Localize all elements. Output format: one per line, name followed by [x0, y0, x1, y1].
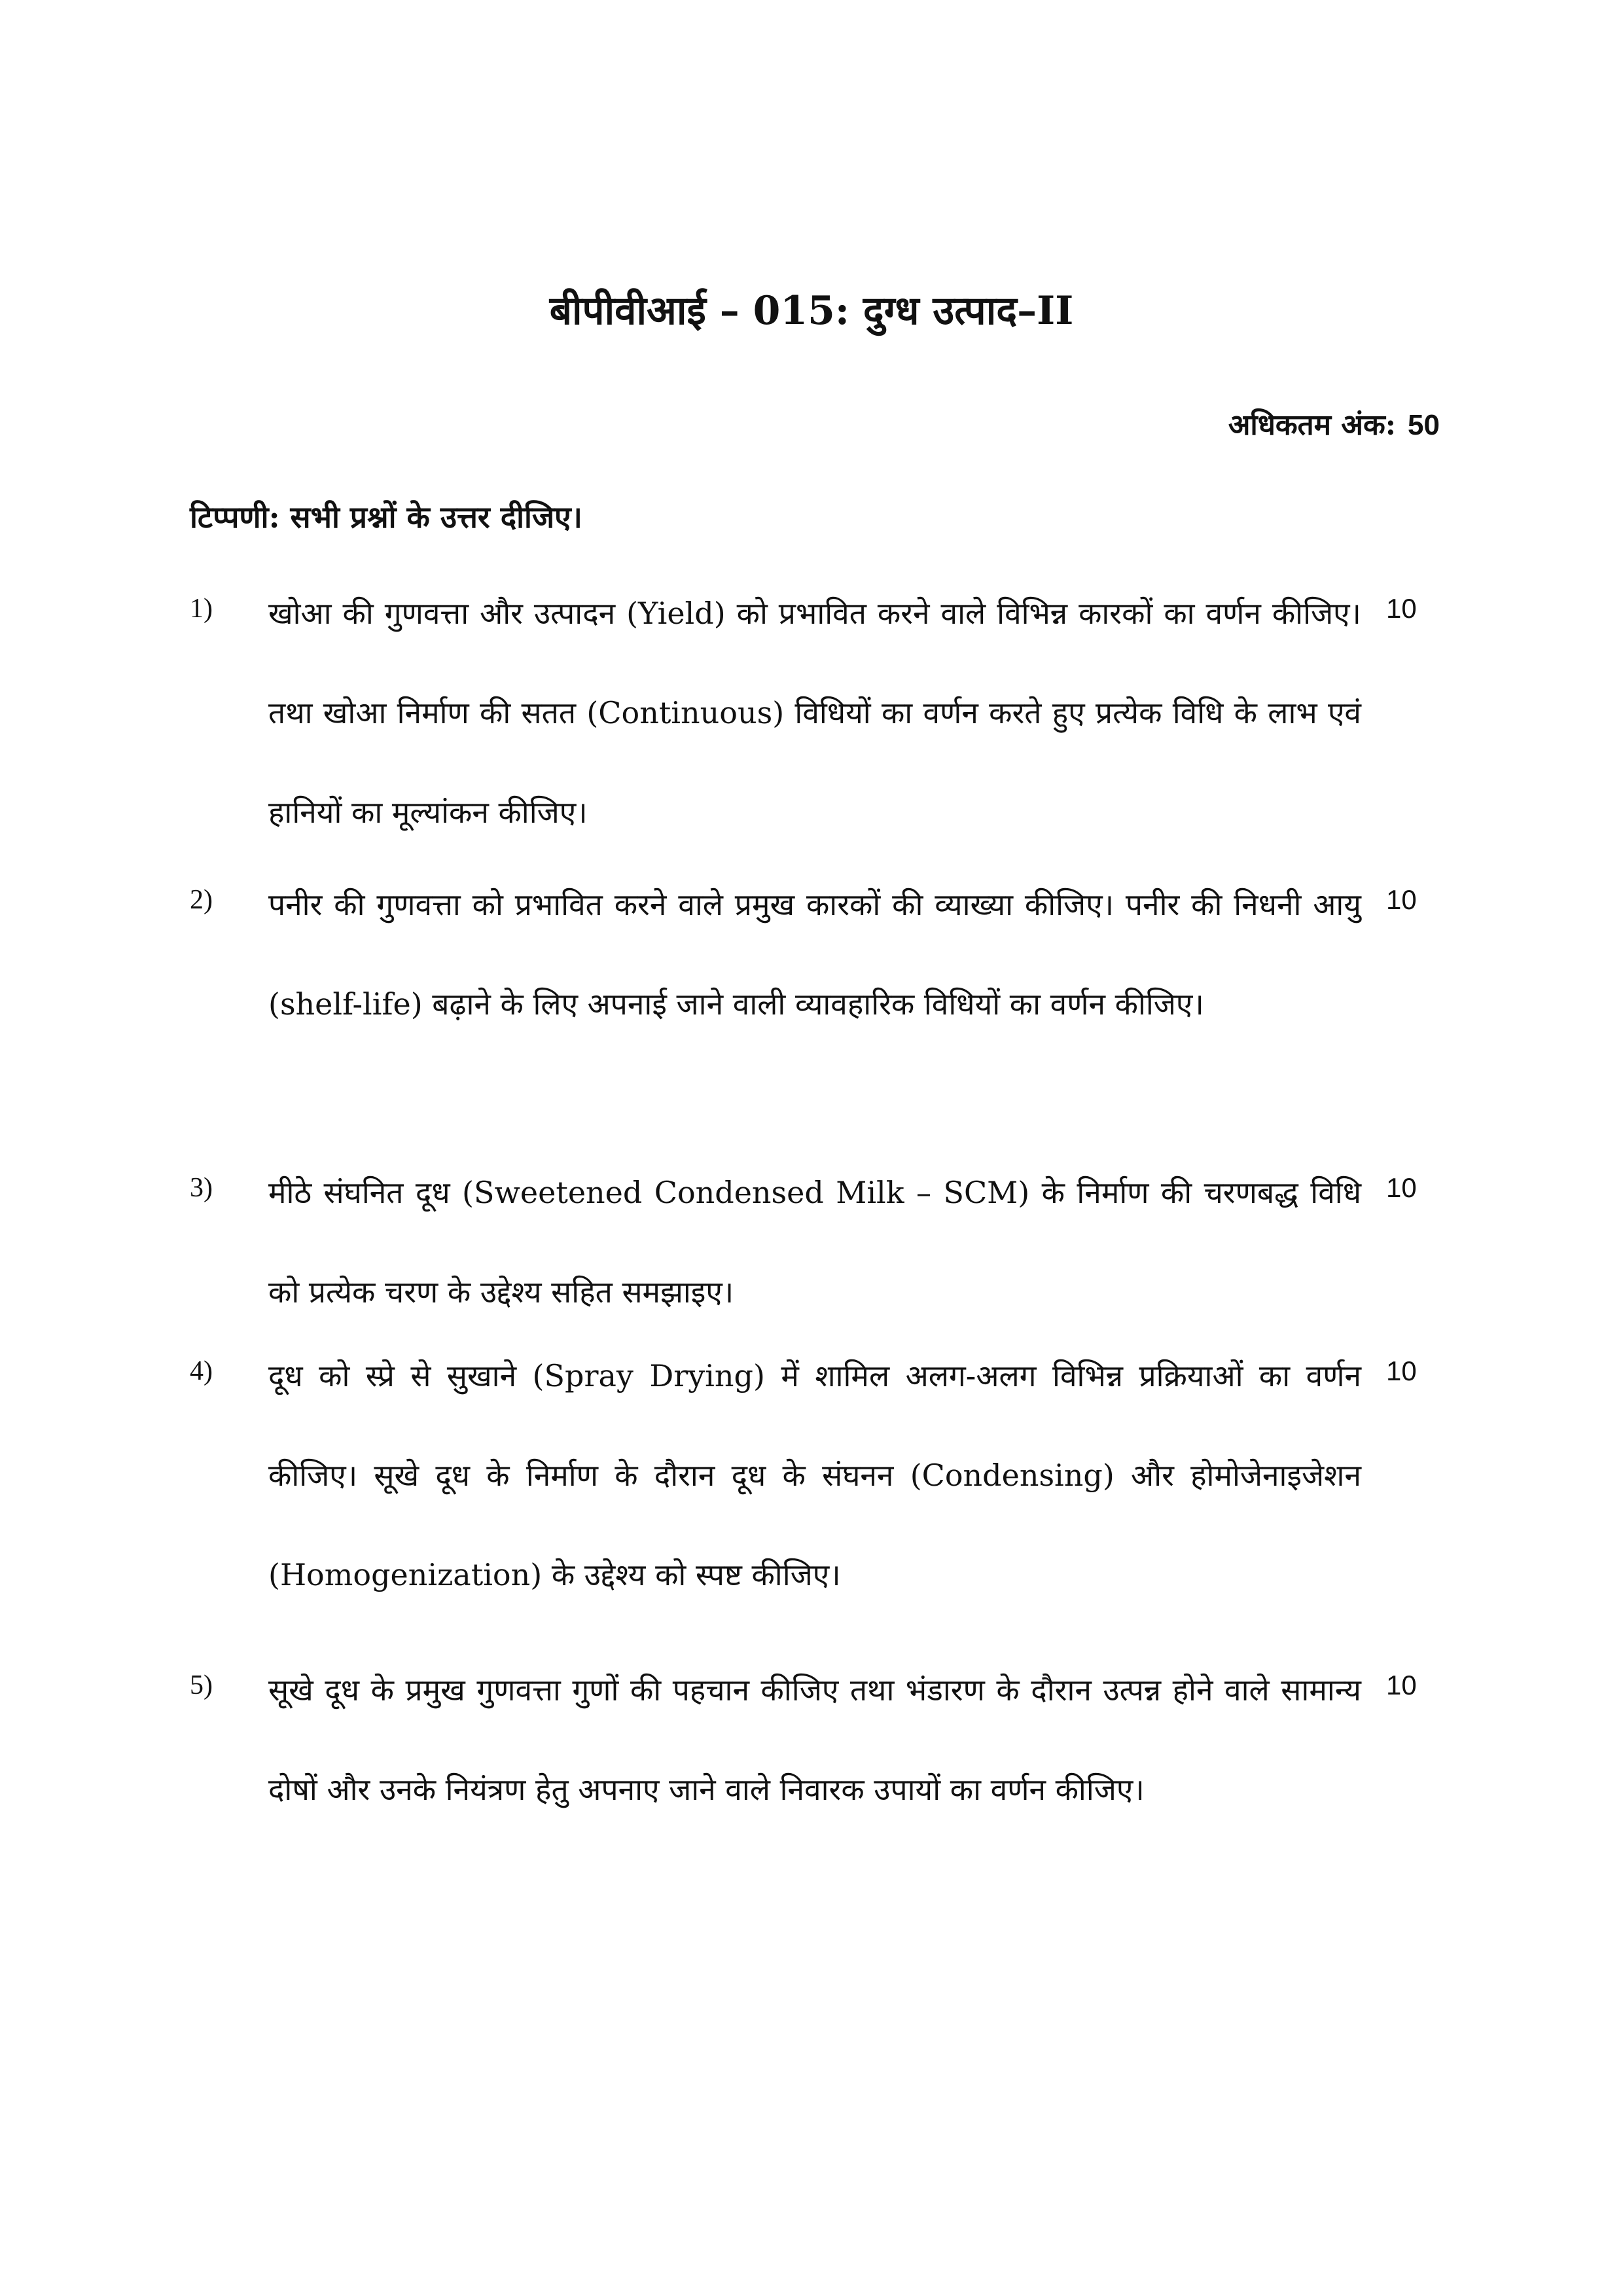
question-text: सूखे दूध के प्रमुख गुणवत्ता गुणों की पहचान कीजिए तथा भंडारण के दौरान उत्पन्न होने वाले सामान्य दोषों और उनके नियंत्रण हेतु अपनाए जाने वाले निवारक उपायों का वर्णन कीजिए।	[268, 1672, 1361, 1807]
question-marks: 10	[1386, 1172, 1417, 1203]
question-number: 5)	[190, 1670, 213, 1700]
question-number: 4)	[190, 1356, 213, 1386]
question-marks: 10	[1386, 1355, 1417, 1386]
max-marks	[1228, 403, 1440, 448]
question-number: 1)	[190, 594, 213, 624]
question-marks: 10	[1386, 593, 1417, 624]
question-text: मीठे संघनित दूध (Sweetened Condensed Milk – SCM) के निर्माण की चरणबद्ध विधि को प्रत्येक चरण के उद्देश्य सहित समझाइए।	[268, 1175, 1361, 1310]
question-marks: 10	[1386, 1670, 1417, 1700]
instructions-note: टिप्पणी: सभी प्रश्नों के उत्तर दीजिए।	[190, 499, 582, 535]
max-marks-label: अधिकतम अंक:	[1228, 408, 1397, 442]
question-number: 3)	[190, 1173, 213, 1203]
max-marks-value: 50	[1408, 409, 1440, 441]
page-title: बीपीवीआई – 015: दुग्ध उत्पाद–II	[549, 288, 1074, 334]
question-marks: 10	[1386, 884, 1417, 915]
question-text: पनीर की गुणवत्ता को प्रभावित करने वाले प्रमुख कारकों की व्याख्या कीजिए। पनीर की निधनी आयु (shelf-life) बढ़ाने के लिए अपनाई जाने वाली व्यावहारिक विधियों का वर्णन कीजिए।	[268, 887, 1361, 1022]
question-text: दूध को स्प्रे से सुखाने (Spray Drying) में शामिल अलग-अलग विभिन्न प्रक्रियाओं का वर्णन कीजिए। सूखे दूध के निर्माण के दौरान दूध के संघनन (Condensing) और होमोजेनाइजेशन (Homogenization) के उद्देश्य को स्पष्ट कीजिए।	[268, 1358, 1361, 1592]
question-number: 2)	[190, 885, 213, 915]
question-text: खोआ की गुणवत्ता और उत्पादन (Yield) को प्रभावित करने वाले विभिन्न कारकों का वर्णन कीजिए। तथा खोआ निर्माण की सतत (Continuous) विधियों का वर्णन करते हुए प्रत्येक विधि के लाभ एवं हानियों का मूल्यांकन कीजिए।	[268, 596, 1361, 830]
